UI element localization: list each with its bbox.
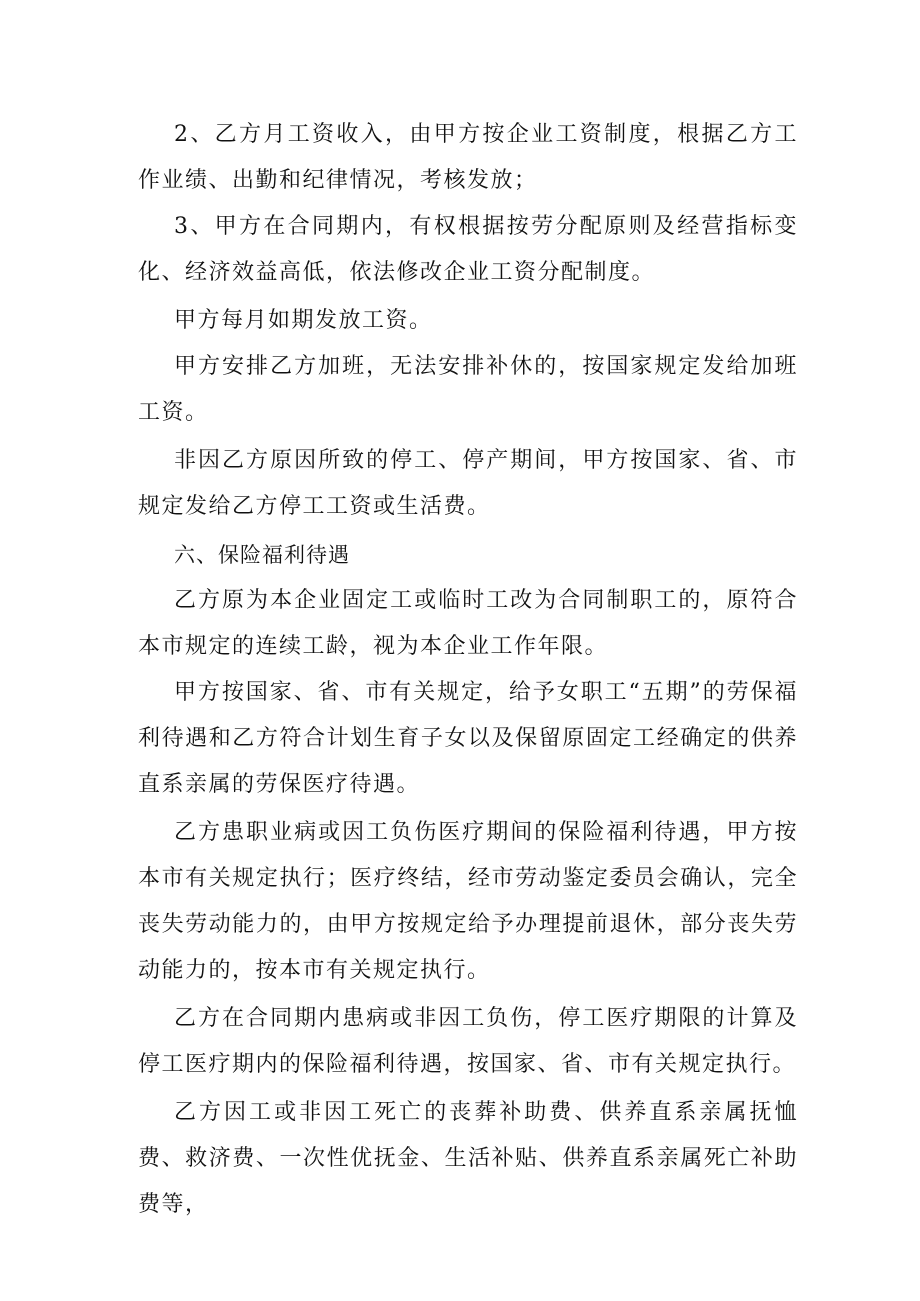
paragraph-female-worker-benefits: 甲方按国家、省、市有关规定，给予女职工“五期”的劳保福利待遇和乙方符合计划生育子女以及保留原固定工经确定的供养直系亲属的劳保医疗待遇。 — [138, 680, 798, 797]
paragraph-death-benefits: 乙方因工或非因工死亡的丧葬补助费、供养直系亲属抚恤费、救济费、一次性优抚金、生活补贴、供养直系亲属死亡补助费等， — [138, 1100, 798, 1217]
paragraph-monthly-payment: 甲方每月如期发放工资。 — [174, 308, 433, 333]
paragraph-salary-system-revision: 3、甲方在合同期内，有权根据按劳分配原则及经营指标变化、经济效益高低，依法修改企业工资分配制度。 — [138, 214, 798, 285]
paragraph-illness-leave: 乙方在合同期内患病或非因工负伤，停工医疗期限的计算及停工医疗期内的保险福利待遇，按国家、省、市有关规定执行。 — [138, 1006, 798, 1077]
paragraph-salary-income: 2、乙方月工资收入，由甲方按企业工资制度，根据乙方工作业绩、出勤和纪律情况，考核发放； — [138, 122, 798, 193]
paragraph-work-stoppage: 非因乙方原因所致的停工、停产期间，甲方按国家、省、市规定发给乙方停工工资或生活费。 — [138, 448, 798, 519]
paragraph-continuous-service: 乙方原为本企业固定工或临时工改为合同制职工的，原符合本市规定的连续工龄，视为本企业工作年限。 — [138, 588, 798, 659]
section-heading-insurance-welfare: 六、保险福利待遇 — [174, 543, 350, 567]
paragraph-occupational-injury: 乙方患职业病或因工负伤医疗期间的保险福利待遇，甲方按本市有关规定执行；医疗终结，经市劳动鉴定委员会确认，完全丧失劳动能力的，由甲方按规定给予办理提前退休，部分丧失劳动能力的，按本市有关规定执行。 — [138, 820, 798, 983]
paragraph-overtime-pay: 甲方安排乙方加班，无法安排补休的，按国家规定发给加班工资。 — [138, 354, 798, 425]
